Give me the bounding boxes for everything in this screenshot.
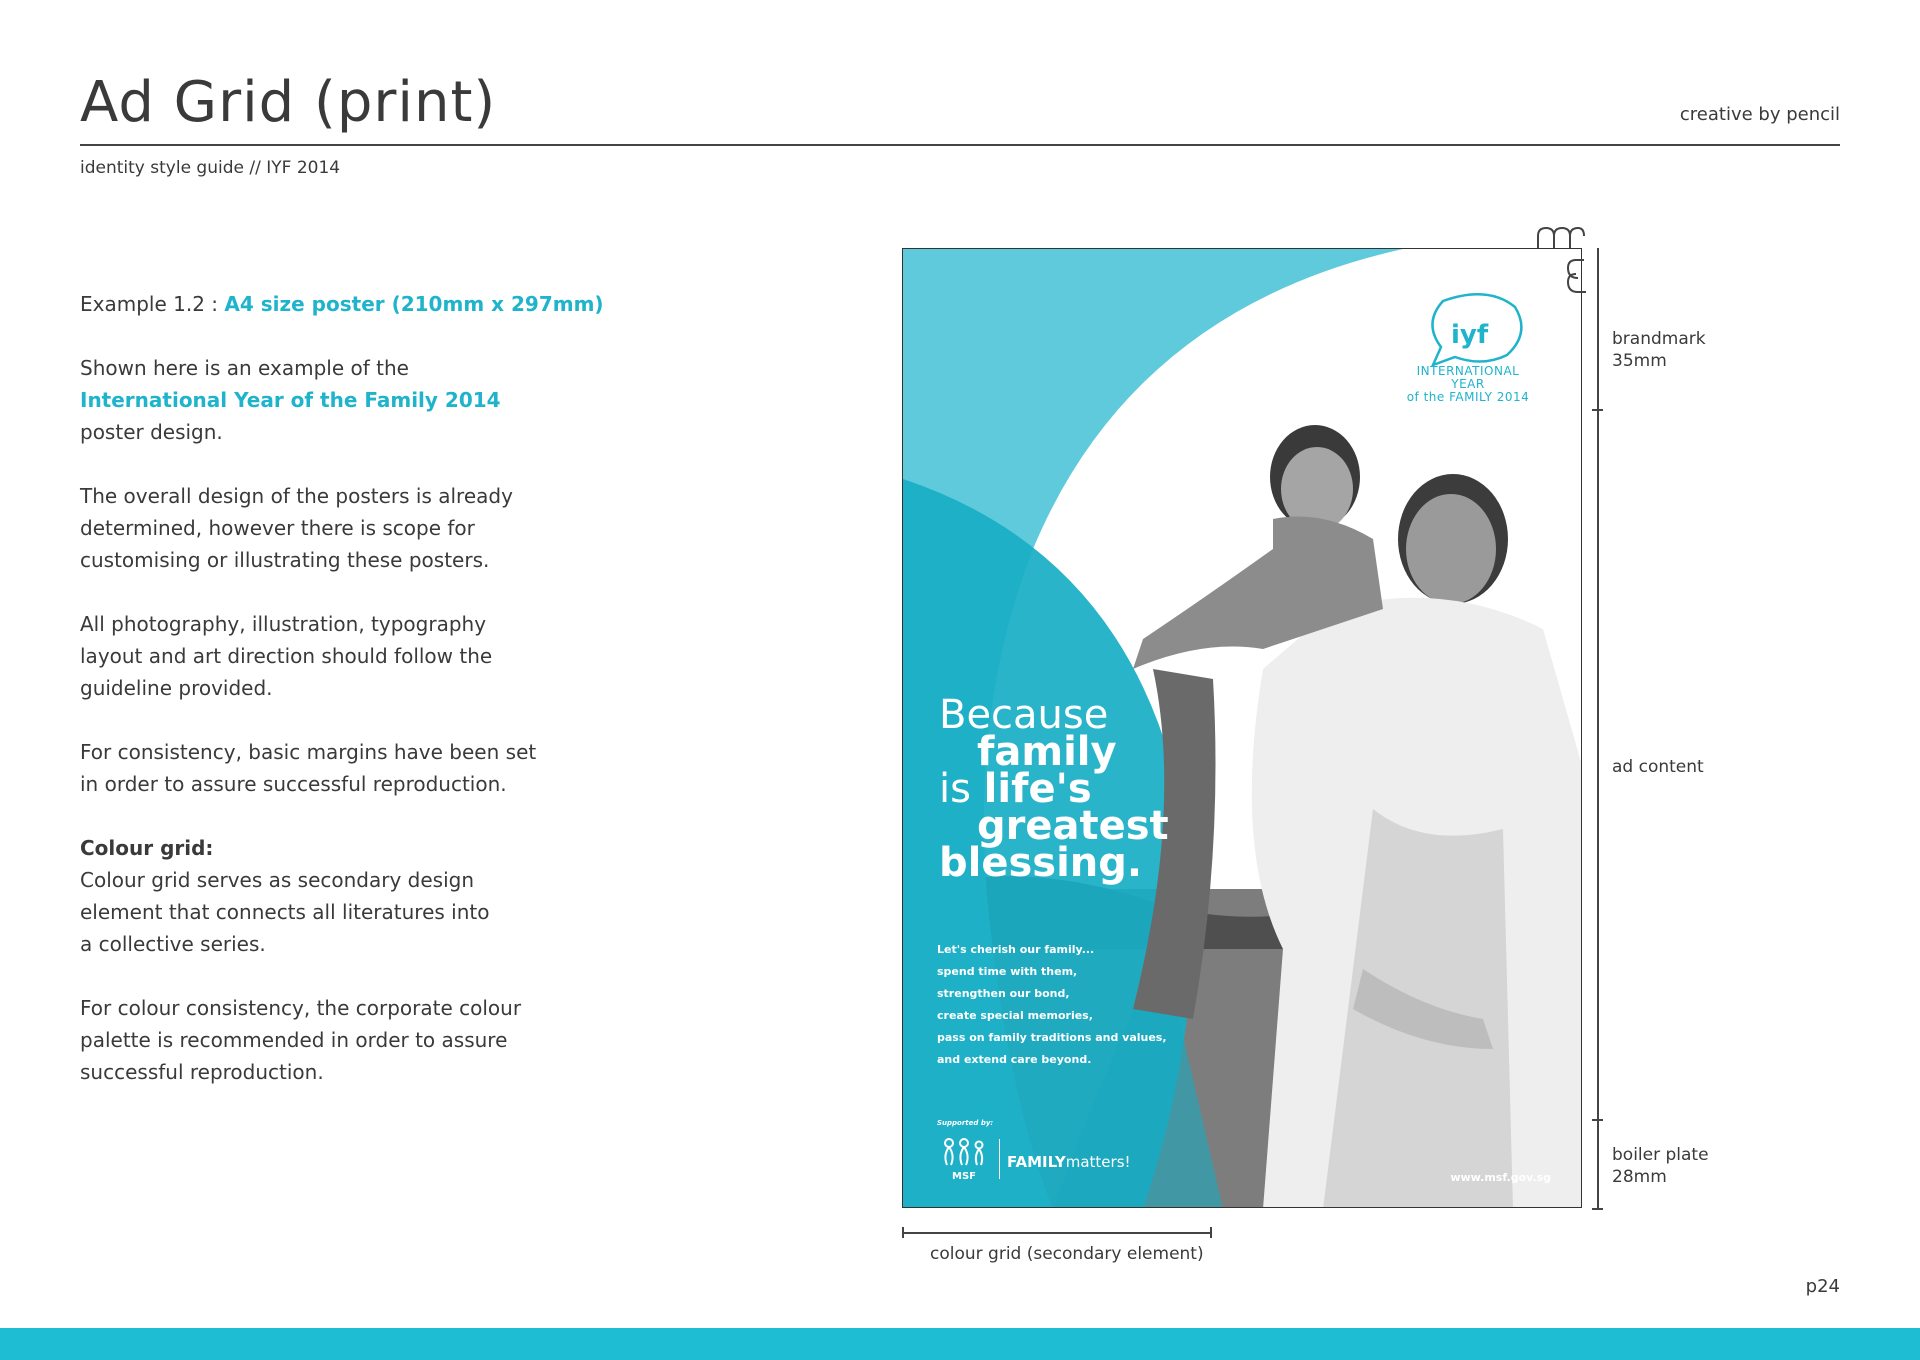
header-divider	[80, 144, 1840, 146]
dimension-line-vertical	[1597, 248, 1599, 1210]
paragraph-intro	[80, 352, 620, 448]
logo-divider	[999, 1139, 1000, 1179]
text-line: guideline provided.	[80, 676, 273, 700]
footer-colour-bar	[0, 1328, 1920, 1360]
poster-example	[902, 248, 1582, 1208]
headline-line-5: blessing.	[939, 840, 1143, 886]
text-line: in order to assure successful reproduction.	[80, 772, 507, 796]
paragraph-design	[80, 480, 620, 576]
example-title: A4 size poster (210mm x 297mm)	[224, 292, 604, 316]
text-line: poster design.	[80, 420, 223, 444]
colour-grid-dimension-line	[902, 1232, 1212, 1234]
example-heading	[80, 288, 620, 320]
family-word: FAMILY	[1007, 1153, 1066, 1171]
brandmark-annotation	[1612, 328, 1706, 372]
headline-line-2: family	[977, 729, 1117, 775]
annotation-line: 35mm	[1612, 351, 1667, 371]
page-number: p24	[1805, 1276, 1840, 1297]
msf-figures-icon	[937, 1137, 991, 1167]
logo-name-line-2: of the FAMILY 2014	[1406, 390, 1530, 404]
body-line: create special memories,	[937, 1009, 1093, 1022]
headline-line-1: Because	[939, 692, 1109, 738]
credit-text: creative by pencil	[1679, 104, 1840, 125]
description-column	[80, 288, 620, 1120]
text-line: a collective series.	[80, 932, 266, 956]
poster-website: www.msf.gov.sg	[1450, 1171, 1551, 1184]
body-line: Let's cherish our family...	[937, 943, 1095, 956]
text-line: All photography, illustration, typography	[80, 612, 487, 636]
text-line: palette is recommended in order to assure	[80, 1028, 508, 1052]
paragraph-palette	[80, 992, 620, 1088]
text-line: Shown here is an example of the	[80, 356, 409, 380]
headline-lifes: life's	[983, 766, 1092, 812]
supported-by-label: Supported by:	[937, 1119, 994, 1127]
dimension-tick	[1210, 1227, 1212, 1238]
crop-marks-icon	[1534, 222, 1586, 302]
boiler-plate-annotation	[1612, 1144, 1709, 1188]
iyf-logo	[1403, 297, 1533, 404]
colour-grid-heading: Colour grid:	[80, 836, 214, 860]
logo-name-line-1: INTERNATIONAL YEAR	[1416, 364, 1520, 391]
page-title: Ad Grid (print)	[80, 70, 497, 135]
annotation-line: boiler plate	[1612, 1145, 1709, 1165]
text-line: For consistency, basic margins have been set	[80, 740, 537, 764]
matters-word: matters!	[1065, 1153, 1131, 1171]
ad-content-annotation: ad content	[1612, 757, 1704, 777]
text-line: successful reproduction.	[80, 1060, 324, 1084]
body-line: and extend care beyond.	[937, 1053, 1092, 1066]
msf-label: MSF	[952, 1171, 976, 1182]
text-line: element that connects all literatures into	[80, 900, 490, 924]
page-subtitle: identity style guide // IYF 2014	[80, 158, 341, 178]
text-line: layout and art direction should follow the	[80, 644, 493, 668]
iyf-name: International Year of the Family 2014	[80, 388, 501, 412]
svg-text:iyf: iyf	[1451, 320, 1489, 350]
dimension-tick	[902, 1227, 904, 1238]
paragraph-colour-grid	[80, 832, 620, 960]
text-line: customising or illustrating these posters.	[80, 548, 490, 572]
poster-body-copy	[937, 939, 1167, 1071]
example-prefix: Example 1.2 :	[80, 292, 225, 316]
paragraph-guideline	[80, 608, 620, 704]
text-line: For colour consistency, the corporate colour	[80, 996, 522, 1020]
family-matters-logo	[1007, 1153, 1131, 1171]
paragraph-margins	[80, 736, 620, 800]
dimension-tick	[1592, 409, 1603, 411]
annotation-line: brandmark	[1612, 329, 1706, 349]
dimension-tick	[1592, 1208, 1603, 1210]
body-line: pass on family traditions and values,	[937, 1031, 1167, 1044]
dimension-tick	[1592, 1119, 1603, 1121]
body-line: spend time with them,	[937, 965, 1078, 978]
text-line: Colour grid serves as secondary design	[80, 868, 475, 892]
colour-grid-annotation: colour grid (secondary element)	[930, 1244, 1204, 1264]
poster-headline	[939, 692, 1169, 886]
text-line: The overall design of the posters is already	[80, 484, 513, 508]
annotation-line: 28mm	[1612, 1167, 1667, 1187]
text-line: determined, however there is scope for	[80, 516, 475, 540]
body-line: strengthen our bond,	[937, 987, 1070, 1000]
headline-line-4: greatest	[977, 803, 1169, 849]
msf-logo	[937, 1137, 991, 1182]
headline-is: is	[939, 766, 984, 812]
